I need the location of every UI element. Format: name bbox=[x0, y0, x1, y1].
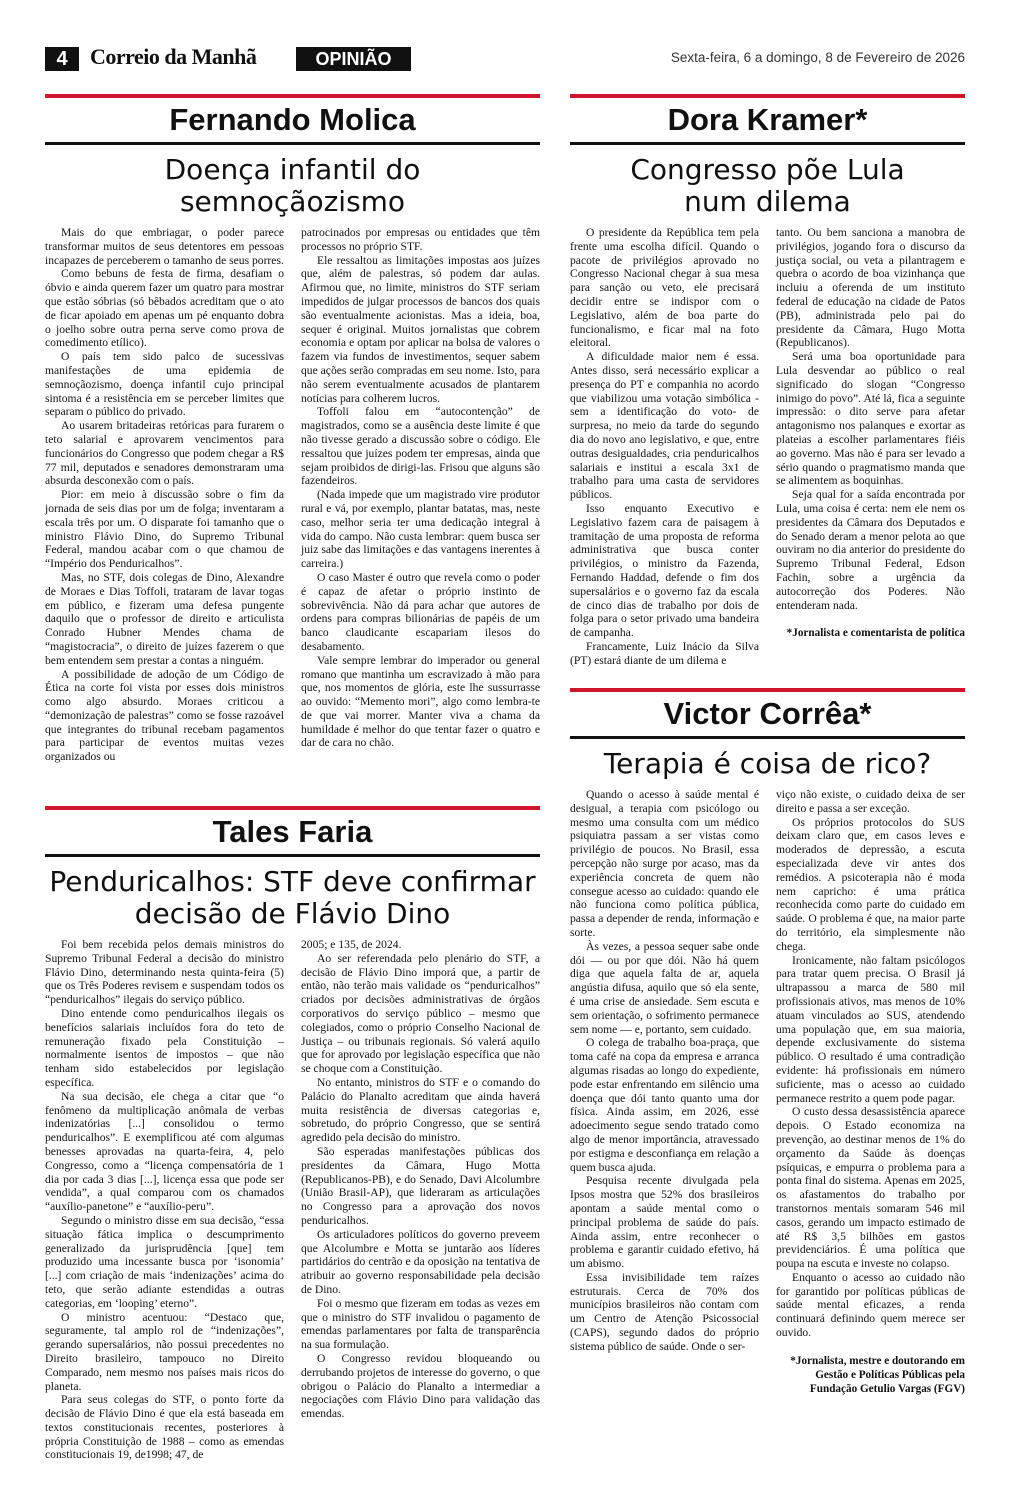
article-column bbox=[776, 226, 965, 612]
article-author: Tales Faria bbox=[212, 814, 373, 849]
paragraph: Pesquisa recente divulgada pela Ipsos mostra que 52% dos brasileiros apontam a saúde mental como o principal problema de saúde do país. Ainda assim, entre reconhecer o problema e garantir cuidado efetivo, há um abismo. bbox=[570, 1174, 759, 1271]
article-column bbox=[570, 788, 759, 1396]
paragraph: Às vezes, a pessoa sequer sabe onde dói — ou por que dói. Não há quem diga que aquela falta de ar, aquela angústia difusa, aquilo que só ela sente, é uma crise de ansiedade. Sem escuta e sem orientação, o sofrimento permanece sem nome — e, portanto, sem cuidado. bbox=[570, 939, 759, 1036]
article-column bbox=[45, 938, 284, 1462]
rule bbox=[570, 736, 965, 739]
edition-date: Sexta-feira, 6 a domingo, 8 de Fevereiro de 2026 bbox=[670, 50, 965, 65]
paragraph: patrocinados por empresas ou entidades que têm processos no próprio STF. bbox=[301, 226, 540, 253]
paragraph: O Congresso revidou bloqueando ou derrubando projetos de interesse do governo, o que obrigou o Palácio do Planalto a intermediar a negociações com Flávio Dino para validação das emendas. bbox=[301, 1351, 540, 1421]
article-author: Fernando Molica bbox=[169, 102, 416, 137]
article-molica bbox=[45, 94, 540, 764]
paragraph: Isso enquanto Executivo e Legislativo fazem cara de paisagem à tramitação de uma proposta de reforma administrativa que busca conter privilégios, o ministro da Fazenda, Fernando Haddad, defende o fim dos supersalários e o governo faz da escala de cinco dias de trabalho por dois de folga para o setor privado uma bandeira de campanha. bbox=[570, 501, 759, 640]
red-rule bbox=[45, 94, 540, 98]
paragraph: Quando o acesso à saúde mental é desigual, a terapia com psicólogo ou mesmo uma consulta com um médico psiquiatra passam a ser vistas como privilégio de poucos. No Brasil, essa percepção não surge por acaso, mas da experiência concreta de quem não consegue acesso ao cuidado: quando ele não funciona como política pública, passa a depender de renda, informação e sorte. bbox=[570, 788, 759, 939]
article-column bbox=[301, 226, 540, 764]
paragraph: Na sua decisão, ele chega a citar que “o fenômeno da multiplicação anômala de verbas indenizatórias [...] consolidou o termo penduricalhos”. E exemplificou até com algumas benesses aprovadas na quarta-feira, 4, pelo Congresso, como a “licença compensatória de 1 dia por cada 3 dias [...], licença essa que pode ser vendida”, a qual comparou com os chamados “auxílio-panetone” e “auxílio-peru”. bbox=[45, 1089, 284, 1214]
paragraph: (Nada impede que um magistrado vire produtor rural e vá, por exemplo, plantar batatas, mas, neste caso, melhor seria ter uma dedicação integral à vida do campo. Não custa lembrar: quem busca ser juiz sabe das limitações e das vantagens inerentes à carreira.) bbox=[301, 488, 540, 571]
paragraph: 2005; e 135, de 2024. bbox=[301, 938, 402, 951]
article-headline: Doença infantil do semnoçãozismo bbox=[164, 153, 421, 218]
article-column bbox=[776, 788, 965, 1340]
paragraph: A possibilidade de adoção de um Código de Ética na corte foi vista por esses dois ministros como algo absurdo. Moraes criticou a “demonização de palestras” como se fosse razoável que integrantes do tribunal recebam pagamentos para participar de eventos muitas vezes organizados ou bbox=[45, 667, 284, 764]
red-rule bbox=[570, 688, 965, 692]
paragraph: Dino entende como penduricalhos ilegais os benefícios salariais incluídos fora do teto de remuneração fixado pela Constituição – normalmente isentos de impostos – que não tenham sido estabelecidos por legislação específica. bbox=[45, 1006, 284, 1089]
article-correa bbox=[570, 688, 965, 1396]
paragraph: Mas, no STF, dois colegas de Dino, Alexandre de Moraes e Dias Toffoli, trataram de lavar togas em público, e fizeram uma defesa pungente daquilo que o professor de direito e articulista Conrado Hubner Mendes chama de “magistocracia”, o direito de juízes fazerem o que bem entendem sem prestar a contas a ninguém. bbox=[45, 570, 284, 667]
paragraph: Ao ser referendada pelo plenário do STF, a decisão de Flávio Dino imporá que, a partir de então, não terão mais validade os “penduricalhos” criados por decisões administrativas de órgãos corporativos do serviço público – mesmo que colegiados, como o próprio Conselho Nacional de Justiça – ou tribunais regionais. Só valerá aquilo que for aprovado por legislação específica que não se choque com a Constituição. bbox=[301, 951, 540, 1076]
red-rule bbox=[570, 94, 965, 98]
paragraph: Ao usarem britadeiras retóricas para furarem o teto salarial e aprovarem vencimentos para funcionários do Congresso que podem chegar a R$ 77 mil, deputados e senadores demonstraram uma absurda desconexão com o país. bbox=[45, 419, 284, 488]
paragraph: O país tem sido palco de sucessivas manifestações de uma epidemia de semnoçãozismo, doença infantil cujo principal sintoma é a resistência em se perceber limites que separam o público do privado. bbox=[45, 350, 284, 419]
article-author: Dora Kramer* bbox=[667, 102, 868, 137]
article-headline: Congresso põe Lula num dilema bbox=[630, 153, 905, 218]
article-column bbox=[570, 226, 759, 668]
paragraph: O colega de trabalho boa-praça, que toma café na copa da empresa e arranca algumas risadas ao longo do expediente, pode estar enfrentando em silêncio uma doença que dói tanto quanto uma dor física. Ainda assim, em 2026, esse adoecimento segue sendo tratado como algo de menor importância, atravessado por estigma e desconfiança em relação a quem busca ajuda. bbox=[570, 1036, 759, 1174]
author-signature: *Jornalista e comentarista de política bbox=[786, 627, 965, 640]
paragraph: Será uma boa oportunidade para Lula desvendar ao público o real significado do slogan “Congresso inimigo do povo”. Até lá, fica a seguinte impressão: o dito serve para afetar antagonismo nos palanques e exortar as plateias a escolher parlamentares fiéis ao governo. Mas não é para ser levado a sério quando o pragmatismo manda que se alimentem as boquinhas. bbox=[776, 350, 965, 488]
article-headline: Penduricalhos: STF deve confirmar decisão de Flávio Dino bbox=[49, 865, 536, 930]
article-column bbox=[301, 938, 540, 1462]
paragraph: Ele ressaltou as limitações impostas aos juízes que, além de palestras, só podem dar aulas. Afirmou que, no limite, ministros do STF seriam impedidos de julgar processos de bancos dos quais são eventualmente acionistas. Mas a ideia, boa, sequer é original. Muitos jornalistas que cobrem economia e optam por aplicar na bolsa de valores o fazem via fundos de investimentos, sequer sabem que ações serão compradas em seu nome. Isto, para não serem eventualmente acusados de plantarem notícias para colherem lucros. bbox=[301, 253, 540, 405]
paragraph: Ironicamente, não faltam psicólogos para tratar quem precisa. O Brasil já ultrapassou a marca de 580 mil profissionais ativos, mas menos de 10% atuam vinculados ao SUS, atendendo uma população que, em sua maioria, depende exclusivamente do sistema público. O resultado é uma contradição evidente: há profissionais em número suficiente, mas o acesso ao cuidado permanece restrito a quem pode pagar. bbox=[776, 953, 965, 1105]
paragraph: O presidente da República tem pela frente uma escolha difícil. Quando o pacote de privilégios aprovado no Congresso Nacional chegar à sua mesa para sanção ou veto, ele precisará decidir entre se indispor com o Legislativo, além de boa parte do funcionalismo, e ficar mal na foto eleitoral. bbox=[570, 226, 759, 350]
author-signature: *Jornalista, mestre e doutorando em Gestão e Políticas Públicas pela Fundação Getulio Vargas (FGV) bbox=[790, 1354, 965, 1395]
paragraph: O custo dessa desassistência aparece depois. O Estado economiza na prevenção, ao destinar menos de 1% do orçamento da Saúde às doenças psíquicas, e empurra o problema para a ponta final do sistema. Apenas em 2025, os afastamentos do trabalho por transtornos mentais somaram 546 mil casos, gerando um impacto estimado de até R$ 3,5 bilhões em gastos previdenciários. É uma política que poupa na escuta e investe no colapso. bbox=[776, 1105, 965, 1271]
paragraph: O caso Master é outro que revela como o poder é capaz de afetar o próprio instinto de sobrevivência. Não dá para achar que autores de ordens para compras bilionárias de papéis de um banco claudicante escapariam ilesos do desabamento. bbox=[301, 570, 540, 653]
paragraph: No entanto, ministros do STF e o comando do Palácio do Planalto acreditam que ainda haverá muita resistência de diversas categorias e, sobretudo, do próprio Congresso, que se sentirá agredido pela decisão do ministro. bbox=[301, 1075, 540, 1145]
paragraph: viço não existe, o cuidado deixa de ser direito e passa a ser exceção. bbox=[776, 788, 965, 815]
newspaper-name: Correio da Manhã bbox=[90, 44, 257, 69]
paragraph: Foi o mesmo que fizeram em todas as vezes em que o ministro do STF invalidou o pagamento de emendas parlamentares por falta de transparência na sua formulação. bbox=[301, 1296, 540, 1352]
paragraph: A dificuldade maior nem é essa. Antes disso, será necessário explicar a presença do PT e companhia no acordo que viabilizou uma votação simbólica -sem a identificação do voto- de surpresa, no meio da tarde do segundo dia do novo ano legislativo, e que, entre outras desigualdades, cria penduricalhos salariais e institui a escala 3x1 de trabalho para uma casta de servidores públicos. bbox=[570, 350, 759, 502]
paragraph: Essa invisibilidade tem raízes estruturais. Cerca de 70% dos municípios brasileiros não contam com um Centro de Atenção Psicossocial (CAPS), segundo dados do próprio sistema público de saúde. Onde o ser- bbox=[570, 1270, 759, 1353]
paragraph: Toffoli falou em “autocontenção” de magistrados, como se a ausência deste limite é que não tivesse gerado a discussão sobre o código. Ele ressaltou que juízes podem ter empresas, ainda que sejam proibidos de dirigi-las. Frisou que alguns são fazendeiros. bbox=[301, 405, 540, 488]
paragraph: tanto. Ou bem sanciona a manobra de privilégios, jogando fora o discurso da justiça social, ou veta a pilantragem e quebra o acordo de boa vizinhança que incluiu a oferenda de um instituto federal de educação na cidade de Patos (PB), administrada pelo pai do presidente da Câmara, Hugo Motta (Republicanos). bbox=[776, 226, 965, 350]
paragraph: Francamente, Luiz Inácio da Silva (PT) estará diante de um dilema e bbox=[570, 639, 759, 667]
paragraph: Foi bem recebida pelos demais ministros do Supremo Tribunal Federal a decisão do ministro Flávio Dino, determinando nesta quinta-feira (5) que os Três Poderes revisem e suspendam todos os “penduricalhos” ilegais do serviço público. bbox=[45, 938, 284, 1007]
article-kramer bbox=[570, 94, 965, 668]
paragraph: Como bebuns de festa de firma, desafiam o óbvio e ainda querem fazer um quatro para mostrar que estão sóbrias (só bêbados acreditam que o ato de ficar apoiado em apenas um pé enquanto dobra o joelho sobre outra perna serve como prova de comedimento etílico). bbox=[45, 267, 284, 350]
paragraph: Vale sempre lembrar do imperador ou general romano que mantinha um escravizado à mão para que, nos momentos de glória, este lhe sussurrasse ao ouvido: “Memento mori”, algo como lembra-te de que vai morrer. Manter viva a chama da humildade é melhor do que tentar fazer o quatro e dar de cara no chão. bbox=[301, 653, 540, 750]
rule bbox=[570, 142, 965, 145]
article-faria bbox=[45, 806, 540, 1462]
page-header bbox=[0, 0, 1010, 80]
paragraph: Segundo o ministro disse em sua decisão, “essa situação fática implica o descumprimento generalizado da jurisprudência [que] tem produzido uma incessante busca por ‘isonomia’ [...] com criação de mais ‘indenizações’ acima do teto, que serão adiante estendidas a outras categorias, em ‘looping’ eterno”. bbox=[45, 1213, 284, 1310]
paragraph: O ministro acentuou: “Destaco que, seguramente, tal amplo rol de “indenizações”, gerando supersalários, não possui precedentes no Direito brasileiro, tampouco no Direito Comparado, nem mesmo nos países mais ricos do planeta. bbox=[45, 1310, 284, 1393]
paragraph: Para seus colegas do STF, o ponto forte da decisão de Flávio Dino é que ela está baseada em textos constitucionais recentes, posteriores à própria Constituição de 1988 – como as emendas constitucionais 19, de1998; 47, de bbox=[45, 1393, 284, 1462]
paragraph: São esperadas manifestações públicas dos presidentes da Câmara, Hugo Motta (Republicanos-PB), e do Senado, Davi Alcolumbre (União Brasil-AP), que lideraram as articulações no Congresso para a aprovação dos novos penduricalhos. bbox=[301, 1144, 540, 1227]
rule bbox=[45, 142, 540, 145]
red-rule bbox=[45, 806, 540, 810]
article-headline: Terapia é coisa de rico? bbox=[603, 747, 932, 780]
paragraph: Os próprios protocolos do SUS deixam claro que, em casos leves e moderados de depressão, a escuta especializada deve vir antes dos remédios. A psicoterapia não é moda nem capricho: é uma prática reconhecida como parte do cuidado em saúde. O problema é que, na maior parte do território, ela simplesmente não chega. bbox=[776, 815, 965, 953]
paragraph: Enquanto o acesso ao cuidado não for garantido por políticas públicas de saúde mental eficazes, a renda continuará definindo quem merece ser ouvido. bbox=[776, 1270, 965, 1340]
article-column bbox=[45, 226, 284, 764]
page-number: 4 bbox=[45, 47, 79, 71]
paragraph: Os articuladores políticos do governo preveem que Alcolumbre e Motta se juntarão aos líderes partidários do centrão e da oposição na tentativa de atribuir ao governo responsabilidade pela decisão de Dino. bbox=[301, 1227, 540, 1296]
paragraph: Pior: em meio à discussão sobre o fim da jornada de seis dias por um de folga; inventaram a escala três por um. O disparate foi tamanho que o ministro Flávio Dino, do Supremo Tribunal Federal, mandou acabar com o que chamou de “Império dos Penduricalhos”. bbox=[45, 488, 284, 571]
section-label: OPINIÃO bbox=[296, 47, 411, 71]
rule bbox=[45, 854, 540, 857]
article-author: Victor Corrêa* bbox=[663, 696, 872, 731]
paragraph: Seja qual for a saída encontrada por Lula, uma coisa é certa: nem ele nem os presidentes da Câmara dos Deputados e do Senado deram a menor pelota ao que ouviram no dia anterior do presidente do Supremo Tribunal Federal, Edson Fachin, sobre a urgência da autocorreção dos Poderes. Não entenderam nada. bbox=[776, 488, 965, 612]
paragraph: Mais do que embriagar, o poder parece transformar muitos de seus detentores em pessoas incapazes de perceberem o tamanho de seus porres. bbox=[45, 226, 284, 267]
